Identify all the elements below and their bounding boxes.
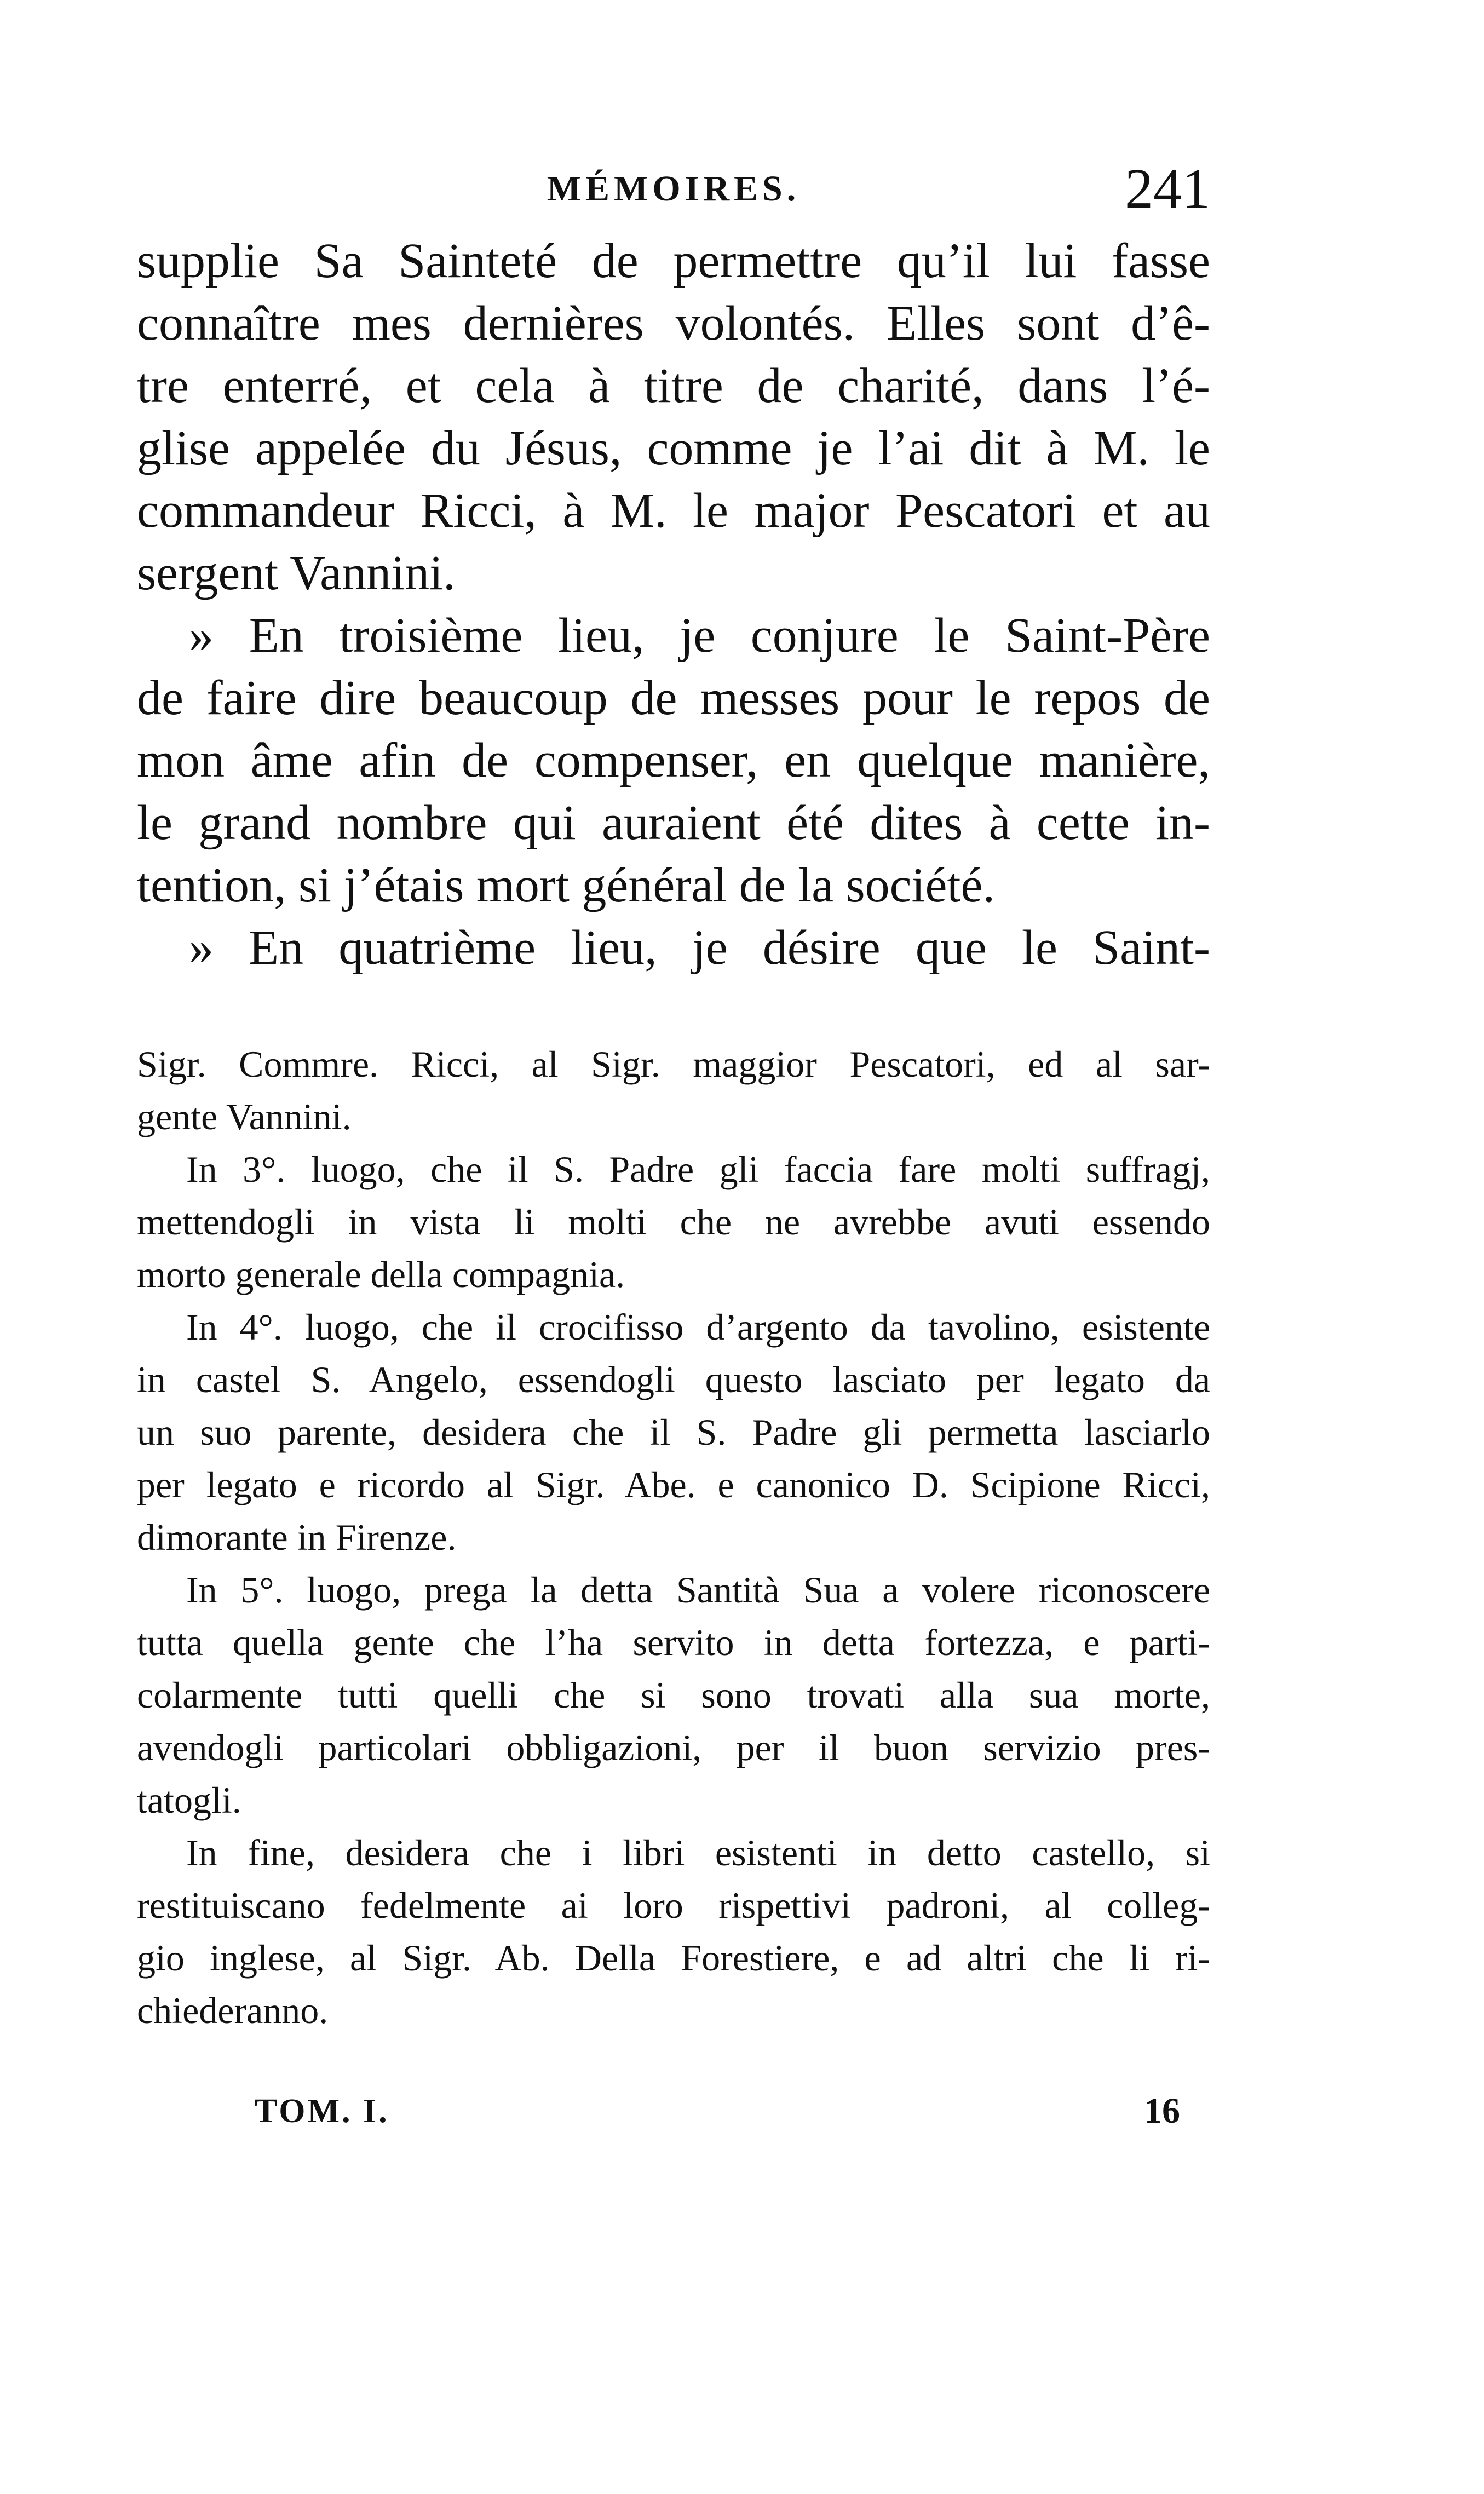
main-text-line: tre enterré, et cela à titre de charité, dans l’é- [137,359,1210,413]
main-text-line: commandeur Ricci, à M. le major Pescatori et au [137,484,1210,538]
footnote-line: dimorante in Firenze. [137,1516,457,1558]
footnote-line: tutta quella gente che l’ha servito in detta fortezza, e parti- [137,1622,1210,1663]
main-text-line: supplie Sa Sainteté de permettre qu’il lui fasse [137,234,1210,288]
footnote-line: In 3°. luogo, che il S. Padre gli faccia fare molti suffragj, [186,1148,1210,1190]
footnote-line: Sigr. Commre. Ricci, al Sigr. maggior Pescatori, ed al sar- [137,1043,1210,1085]
signature-mark: 16 [1144,2091,1180,2131]
footnote-line: restituiscano fedelmente ai loro rispettivi padroni, al colleg- [137,1884,1210,1926]
footnote-line: In 4°. luogo, che il crocifisso d’argento da tavolino, esistente [186,1306,1210,1348]
main-text-line: » En quatrième lieu, je désire que le Saint- [189,921,1210,975]
main-text-line: mon âme afin de compenser, en quelque manière, [137,733,1210,788]
main-text-line: » En troisième lieu, je conjure le Saint-Père [189,608,1210,663]
footnote-line: per legato e ricordo al Sigr. Abe. e canonico D. Scipione Ricci, [137,1464,1210,1505]
footnote-line: tatogli. [137,1779,241,1821]
main-text-line: sergent Vannini. [137,546,456,600]
footnote-line: un suo parente, desidera che il S. Padre gli permetta lasciarlo [137,1411,1210,1453]
footnote-line: gio inglese, al Sigr. Ab. Della Forestiere, e ad altri che li ri- [137,1937,1210,1979]
footnote-line: in castel S. Angelo, essendogli questo lasciato per legato da [137,1359,1210,1400]
main-text-line: tention, si j’étais mort général de la société. [137,858,995,912]
footnote-line: morto generale della compagnia. [137,1254,625,1295]
footnote-line: gente Vannini. [137,1096,352,1137]
running-title: MÉMOIRES. [547,169,801,209]
footnote-line: chiederanno. [137,1990,329,2031]
footnote-line: colarmente tutti quelli che si sono trovati alla sua morte, [137,1674,1210,1716]
main-text [137,230,1210,979]
footnote-line: mettendogli in vista li molti che ne avrebbe avuti essendo [137,1201,1210,1243]
main-text-line: de faire dire beaucoup de messes pour le repos de [137,671,1210,725]
main-text-line: glise appelée du Jésus, comme je l’ai dit à M. le [137,421,1210,475]
footnote [137,1038,1210,2037]
main-text-line: connaître mes dernières volontés. Elles sont d’ê- [137,296,1210,350]
running-head [137,159,1210,219]
footnote-line: In 5°. luogo, prega la detta Santità Sua a volere riconoscere [186,1569,1210,1611]
volume-label: TOM. I. [255,2093,389,2130]
footnote-line: avendogli particolari obbligazioni, per il buon servizio pres- [137,1727,1210,1768]
footnote-line: In fine, desidera che i libri esistenti in detto castello, si [186,1832,1210,1874]
signature-row [137,2081,1210,2141]
page-number: 241 [1125,157,1210,220]
main-text-line: le grand nombre qui auraient été dites à cette in- [137,796,1210,850]
